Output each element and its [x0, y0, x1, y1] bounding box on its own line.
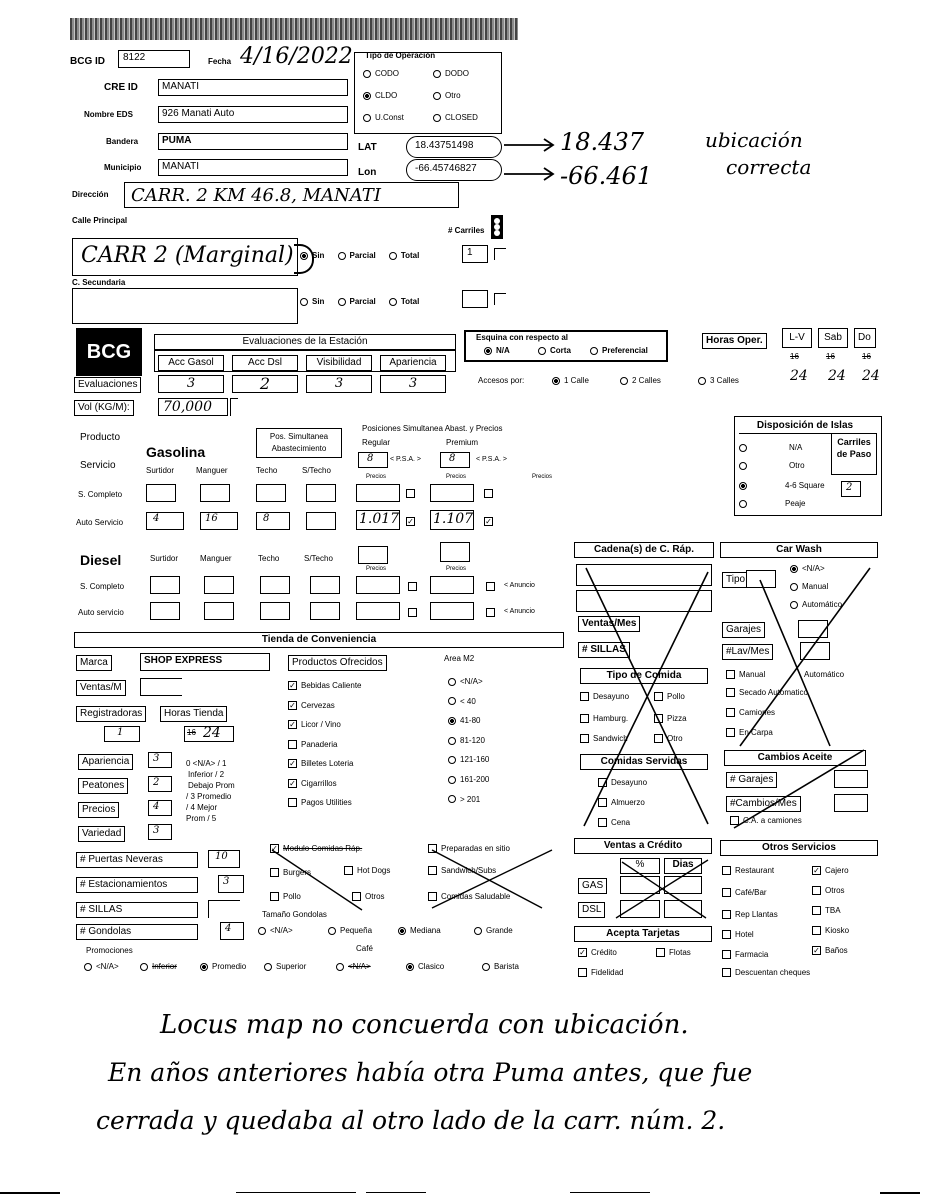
radio-otro[interactable]: Otro: [433, 91, 461, 100]
chk-hamburg[interactable]: Hamburg.: [580, 714, 628, 723]
vol-spin[interactable]: [230, 398, 238, 416]
apariencia-label: Apariencia: [78, 754, 133, 770]
gas-as-premium-check[interactable]: ✓: [485, 516, 492, 526]
chk-restaurant[interactable]: Restaurant: [722, 866, 774, 875]
dsl-as-precio-2[interactable]: [430, 602, 474, 620]
radio-area-81-120[interactable]: 81-120: [448, 731, 489, 751]
gas-sc-surtidor[interactable]: [146, 484, 176, 502]
chk-preparadas[interactable]: Preparadas en sitio: [428, 844, 510, 853]
ventas-label: Ventas/M: [76, 680, 126, 696]
col-s-techo: S/Techo: [302, 466, 331, 475]
calle-secundaria-field[interactable]: [72, 288, 298, 324]
scan-line-1: [0, 1192, 60, 1194]
gas-sc-regular-precio[interactable]: [356, 484, 400, 502]
chk-cw-secado[interactable]: Secado Automatico: [726, 688, 808, 697]
radio-cldo[interactable]: CLDO: [363, 91, 397, 100]
tienda-title: Tienda de Conveniencia: [74, 632, 564, 648]
note-line-2: En años anteriores había otra Puma antes, que fue: [108, 1058, 753, 1087]
chk-cafe-bar[interactable]: Café/Bar: [722, 888, 767, 897]
chk-credito[interactable]: ✓ Crédito: [579, 948, 617, 958]
chk-serv-desayuno[interactable]: Desayuno: [598, 778, 647, 787]
lon-label: Lon: [358, 167, 377, 178]
regular-pos[interactable]: 8: [358, 452, 388, 468]
dsl-as-stecho[interactable]: [310, 602, 340, 620]
scan-noise-top: [70, 18, 518, 40]
gasolina-title: Gasolina: [146, 444, 206, 460]
esquina-group: [464, 330, 668, 362]
lat-handwritten: 18.437: [560, 128, 644, 156]
chk-sandwich-subs[interactable]: Sandwich/Subs: [428, 866, 496, 875]
promociones-label: Promociones: [86, 946, 133, 955]
eval-acc-gasol[interactable]: 3: [158, 375, 224, 393]
cre-id-field[interactable]: MANATI: [158, 79, 348, 96]
radio-promo-inferior[interactable]: Inferior: [140, 962, 177, 971]
gas-as-premium-precio[interactable]: 1.107: [430, 510, 474, 530]
premium-pos[interactable]: 8: [440, 452, 470, 468]
calle-principal-field[interactable]: CARR 2 (Marginal): [72, 238, 298, 276]
chk-sandwich[interactable]: Sandwich: [580, 734, 628, 743]
horas-tienda-label: Horas Tienda: [160, 706, 227, 722]
horas-do-struck: 16: [862, 352, 871, 361]
radio-tamano-grande[interactable]: Grande: [474, 926, 513, 935]
radio-total-2[interactable]: Total: [389, 297, 420, 306]
radio-area-40[interactable]: < 40: [448, 692, 489, 712]
col-do: Do: [854, 328, 876, 348]
precios-extra-label: Precios: [532, 474, 553, 480]
gas-sc-manguer[interactable]: [200, 484, 230, 502]
diesel-precios-1: Precios: [366, 566, 387, 572]
gas-sc-regular-check[interactable]: [406, 487, 419, 499]
radio-promo-promedio[interactable]: Promedio: [200, 962, 246, 971]
municipio-label: Municipio: [104, 163, 142, 172]
estacionamientos-field[interactable]: 3: [218, 875, 244, 893]
tarjetas-title: Acepta Tarjetas: [574, 926, 712, 942]
dsl-sc-stecho[interactable]: [310, 576, 340, 594]
carriles-paso-field[interactable]: 2: [841, 481, 861, 497]
vol-field[interactable]: 70,000: [158, 398, 228, 416]
vol-label: Vol (KG/M):: [74, 400, 134, 416]
cambios-mes: #Cambios/Mes: [726, 796, 801, 812]
disposicion-title: Disposición de Islas: [739, 419, 871, 434]
puertas-field[interactable]: 10: [208, 850, 240, 868]
col-acc-dsl: Acc Dsl: [232, 355, 298, 371]
chk-bebidas[interactable]: ✓ Bebidas Caliente: [289, 681, 362, 691]
radio-esquina-corta[interactable]: Corta: [538, 346, 571, 355]
col-techo: Techo: [256, 466, 278, 475]
registradoras-label: Registradoras: [76, 706, 146, 722]
chk-serv-cena[interactable]: Cena: [598, 818, 630, 827]
horas-sab: 24: [828, 368, 846, 384]
chk-ca-camiones[interactable]: C.A. a camiones: [730, 816, 802, 825]
dsl-sc-check-1[interactable]: [408, 580, 421, 592]
cadena-comidas-servidas: Comidas Servidas: [580, 754, 708, 770]
radio-3-calles[interactable]: 3 Calles: [698, 376, 739, 385]
radio-isla-square[interactable]: [739, 481, 751, 490]
gas-as-regular-check[interactable]: ✓: [407, 516, 414, 526]
radio-codo[interactable]: CODO: [363, 69, 399, 78]
scan-line-4: [570, 1192, 650, 1193]
radio-tamano-pequena[interactable]: Pequeña: [328, 926, 372, 935]
peatones-field[interactable]: 2: [148, 776, 172, 792]
horas-sab-struck: 16: [826, 352, 835, 361]
lon-handwritten: -66.461: [560, 162, 653, 190]
pos-sim-precios-label: Posiciones Simultanea Abast. y Precios: [362, 424, 503, 433]
cadena-tipo-comida: Tipo de Comida: [580, 668, 708, 684]
precios-label: Precios: [78, 802, 119, 818]
carriles-field[interactable]: 1: [462, 245, 488, 263]
puertas-label: # Puertas Neveras: [76, 852, 198, 868]
lat-label: LAT: [358, 142, 377, 153]
dsl-sc-surtidor[interactable]: [150, 576, 180, 594]
chk-serv-almuerzo[interactable]: Almuerzo: [598, 798, 645, 807]
dsl-sc-techo[interactable]: [260, 576, 290, 594]
col-acc-gasol: Acc Gasol: [158, 355, 224, 371]
variedad-label: Variedad: [78, 826, 125, 842]
chk-banos[interactable]: ✓ Baños: [813, 946, 848, 956]
eval-acc-dsl[interactable]: 2: [232, 375, 298, 393]
car-wash-garajes: Garajes: [722, 622, 765, 638]
scan-line-2: [236, 1192, 356, 1193]
tamano-label: Tamaño Gondolas: [262, 910, 327, 919]
radio-cafe-na[interactable]: <N/A>: [336, 962, 371, 971]
cambios-garajes: # Garajes: [726, 772, 777, 788]
otros-title: Otros Servicios: [720, 840, 878, 856]
gas-sc-premium-check[interactable]: [484, 487, 497, 499]
horas-oper-label: Horas Oper.: [702, 333, 767, 349]
chk-cigarrillos[interactable]: ✓ Cigarrillos: [289, 778, 337, 788]
evaluaciones-row-label: Evaluaciones: [74, 377, 141, 393]
radio-area-41-80[interactable]: 41-80: [448, 711, 489, 731]
chk-desayuno[interactable]: Desayuno: [580, 692, 629, 701]
gas-as-manguer[interactable]: 16: [200, 512, 238, 530]
gas-as-techo[interactable]: 8: [256, 512, 290, 530]
radio-isla-peaje[interactable]: [739, 499, 751, 508]
cambios-cross-out: [724, 744, 874, 834]
chk-farmacia[interactable]: Farmacia: [722, 950, 768, 959]
marca-field[interactable]: SHOP EXPRESS: [140, 653, 270, 671]
area-title: Area M2: [444, 654, 475, 663]
lon-field[interactable]: -66.45746827: [406, 159, 502, 181]
gas-sc-stecho[interactable]: [306, 484, 336, 502]
radio-promo-superior[interactable]: Superior: [264, 962, 306, 971]
chk-cw-camiones[interactable]: Camiones: [726, 708, 775, 717]
chk-hotel[interactable]: Hotel: [722, 930, 754, 939]
chk-cajero[interactable]: ✓ Cajero: [813, 866, 849, 876]
credito-pct: %: [620, 858, 660, 874]
productos-title: Productos Ofrecidos: [288, 655, 387, 671]
chk-saludable[interactable]: Comidas Saludable: [428, 892, 510, 901]
isla-peaje-label: Peaje: [785, 499, 806, 508]
car-wash-tipo-label: Tipo: [722, 572, 749, 588]
car-wash-lav-mes: #Lav/Mes: [722, 644, 773, 660]
col-surtidor: Surtidor: [146, 466, 175, 475]
note-line-3: cerrada y quedaba al otro lado de la carr. núm. 2.: [96, 1106, 726, 1135]
radio-isla-otro[interactable]: [739, 461, 751, 470]
variedad-field[interactable]: 3: [148, 824, 172, 840]
radio-sin-2[interactable]: Sin: [300, 297, 324, 306]
productos-list: [288, 676, 361, 813]
psa-premium: < P.S.A. >: [476, 456, 508, 463]
radio-area-201[interactable]: > 201: [448, 790, 489, 810]
diesel-col-manguer: Manguer: [200, 554, 232, 563]
psa-regular: < P.S.A. >: [390, 456, 422, 463]
col-manguer: Manguer: [196, 466, 228, 475]
chk-cheques[interactable]: Descuentan cheques: [722, 968, 810, 977]
calle-secundaria-options: [300, 295, 419, 307]
dsl-as-precio-1[interactable]: [356, 602, 400, 620]
horas-lv-struck: 16: [790, 352, 799, 361]
row-s-completo: S. Completo: [78, 490, 123, 499]
credito-gas-label: GAS: [578, 878, 607, 894]
scan-line-3: [366, 1192, 426, 1193]
chk-flotas[interactable]: Flotas: [656, 948, 691, 957]
gas-as-stecho[interactable]: [306, 512, 336, 530]
radio-esquina-na[interactable]: N/A: [484, 346, 510, 355]
diesel-pos-2[interactable]: [440, 542, 470, 562]
chk-pollo-2[interactable]: Pollo: [270, 892, 301, 901]
diesel-precios-2: Precios: [446, 566, 467, 572]
radio-tamano-mediana[interactable]: Mediana: [398, 926, 441, 935]
calle-principal-options: [300, 249, 419, 261]
radio-parcial[interactable]: Parcial: [338, 251, 376, 260]
direccion-label: Dirección: [72, 190, 109, 199]
credito-title: Ventas a Crédito: [574, 838, 712, 854]
gondolas-field[interactable]: 4: [220, 922, 244, 940]
peatones-label: Peatones: [78, 778, 128, 794]
precios-regular-label: Precios: [366, 474, 387, 480]
chk-pollo[interactable]: Pollo: [654, 692, 685, 701]
radio-parcial-2[interactable]: Parcial: [338, 297, 376, 306]
radio-cafe-clasico[interactable]: Clasico: [406, 962, 444, 971]
fecha-value: 4/16/2022: [240, 44, 353, 69]
regular-label: Regular: [362, 438, 391, 447]
radio-uconst[interactable]: U.Const: [363, 113, 404, 122]
calle-secundaria-label: C. Secundaria: [72, 278, 126, 287]
carriles-spin-2[interactable]: [494, 293, 506, 305]
radio-cw-na[interactable]: <N/A>: [790, 564, 825, 573]
lat-field[interactable]: 18.43751498: [406, 136, 502, 158]
estacionamientos-label: # Estacionamientos: [76, 877, 198, 893]
credito-dias: Dias: [664, 858, 702, 874]
producto-label: Producto: [80, 432, 121, 443]
chk-licor[interactable]: ✓ Licor / Vino: [289, 720, 341, 730]
gas-sc-premium-precio[interactable]: [430, 484, 474, 502]
col-visibilidad: Visibilidad: [306, 355, 372, 371]
carriles-paso-label: Carriles de Paso: [831, 433, 877, 475]
dsl-sc-precio-1[interactable]: [356, 576, 400, 594]
comidas-cross-out: [262, 844, 562, 914]
isla-na-label: N/A: [789, 443, 803, 452]
chk-rep-llantas[interactable]: Rep Llantas: [722, 910, 778, 919]
bandera-label: Bandera: [106, 137, 139, 146]
accesos-label: Accesos por:: [478, 376, 525, 385]
gas-as-surtidor[interactable]: 4: [146, 512, 184, 530]
chk-cw-carpa[interactable]: En Carpa: [726, 728, 773, 737]
col-apariencia: Apariencia: [380, 355, 446, 371]
car-wash-cross-out: [720, 560, 880, 750]
esquina-title: Esquina con respecto al: [476, 333, 569, 342]
anuncio-2: < Anuncio: [504, 608, 535, 615]
gas-as-regular-precio[interactable]: 1.017: [356, 510, 400, 530]
precios-field[interactable]: 4: [148, 800, 172, 816]
nombre-eds-field[interactable]: 926 Manati Auto: [158, 106, 348, 123]
credito-dsl-label: DSL: [578, 902, 605, 918]
precios-premium-label: Precios: [446, 474, 467, 480]
isla-square-label: 4-6 Square: [785, 481, 825, 490]
marca-label: Marca: [76, 655, 112, 671]
chk-tba[interactable]: TBA: [812, 906, 841, 915]
chk-cw-manual[interactable]: Manual: [726, 670, 765, 679]
credito-cross-out: [612, 856, 712, 922]
radio-sin[interactable]: Sin: [300, 251, 324, 260]
chk-otros[interactable]: Otros: [812, 886, 845, 895]
radio-promo-na[interactable]: <N/A>: [84, 962, 119, 971]
isla-otro-label: Otro: [789, 461, 805, 470]
radio-closed[interactable]: CLOSED: [433, 113, 478, 122]
carriles-field-2[interactable]: [462, 290, 488, 308]
chk-fidelidad[interactable]: Fidelidad: [578, 968, 623, 977]
radio-area-121-160[interactable]: 121-160: [448, 750, 489, 770]
scan-line-5: [880, 1192, 920, 1194]
row-auto-servicio: Auto Servicio: [76, 518, 124, 527]
radio-dodo[interactable]: DODO: [433, 69, 469, 78]
cre-id-label: CRE ID: [104, 82, 138, 93]
servicio-label: Servicio: [80, 460, 116, 471]
cafe-label: Café: [356, 944, 373, 953]
chk-pagos[interactable]: Pagos Utilities: [288, 793, 361, 813]
radio-area-na[interactable]: <N/A>: [448, 672, 489, 692]
eval-apariencia[interactable]: 3: [380, 375, 446, 393]
dsl-as-manguer[interactable]: [204, 602, 234, 620]
radio-cafe-barista[interactable]: Barista: [482, 962, 519, 971]
note-line-1: Locus map no concuerda con ubicación.: [160, 1010, 689, 1040]
chk-cervezas[interactable]: ✓ Cervezas: [289, 700, 335, 710]
bcg-id-field[interactable]: 8122: [118, 50, 190, 68]
bcg-logo: BCG: [76, 328, 142, 376]
registradoras-field[interactable]: 1: [104, 726, 140, 742]
apariencia-field[interactable]: 3: [148, 752, 172, 768]
carriles-spin[interactable]: [494, 248, 506, 260]
radio-total[interactable]: Total: [389, 251, 420, 260]
chk-pizza[interactable]: Pizza: [654, 714, 687, 723]
ubicacion-note-2: correcta: [726, 155, 812, 179]
chk-otros-comidas[interactable]: Otros: [352, 892, 385, 901]
dsl-as-techo[interactable]: [260, 602, 290, 620]
dsl-as-check-1[interactable]: [408, 606, 421, 618]
chk-burgers[interactable]: Burgers: [270, 868, 311, 877]
diesel-pos[interactable]: [358, 546, 388, 564]
gas-sc-techo[interactable]: [256, 484, 286, 502]
fecha-label: Fecha: [208, 57, 232, 66]
radio-cw-manual[interactable]: Manual: [790, 582, 828, 591]
sillas-label: # SILLAS: [76, 902, 198, 918]
radio-esquina-preferencial[interactable]: Preferencial: [590, 346, 648, 355]
calle-principal-label: Calle Principal: [72, 216, 128, 225]
car-wash-title: Car Wash: [720, 542, 878, 558]
cadena-cross-out: [576, 562, 716, 834]
chk-billetes[interactable]: ✓ Billetes Loteria: [289, 759, 354, 769]
ubicacion-note-1: ubicación: [705, 128, 803, 152]
municipio-field[interactable]: MANATI: [158, 159, 348, 176]
eval-visibilidad[interactable]: 3: [306, 375, 372, 393]
horas-tienda-field[interactable]: 16 24: [184, 726, 234, 742]
horas-do: 24: [862, 368, 880, 384]
col-sab: Sab: [818, 328, 848, 348]
diesel-col-stecho: S/Techo: [304, 554, 333, 563]
radio-2-calles[interactable]: 2 Calles: [620, 376, 661, 385]
diesel-col-techo: Techo: [258, 554, 280, 563]
anuncio-1: < Anuncio: [504, 582, 535, 589]
dsl-as-surtidor[interactable]: [150, 602, 180, 620]
diesel-title: Diesel: [80, 552, 122, 568]
radio-1-calle[interactable]: 1 Calle: [552, 376, 589, 385]
horas-lv: 24: [790, 368, 808, 384]
chk-otro[interactable]: Otro: [654, 734, 683, 743]
radio-isla-na[interactable]: [739, 443, 751, 452]
cadena-sillas: # SILLAS: [578, 642, 630, 658]
bcg-id-label: BCG ID: [70, 56, 105, 67]
chk-modulo-comidas[interactable]: ✓ Modulo Comidas Ráp.: [271, 844, 363, 854]
radio-cw-auto[interactable]: Automático: [790, 600, 842, 609]
disposicion-group: [734, 416, 882, 516]
arrow-annotations: [500, 132, 560, 192]
tipo-operacion-group: [354, 52, 502, 134]
direccion-field[interactable]: CARR. 2 KM 46.8, MANATI: [124, 182, 459, 208]
pos-sim-label: Pos. Simultanea Abastecimiento: [256, 428, 342, 458]
chk-panaderia[interactable]: Panaderia: [288, 735, 361, 755]
radio-area-161-200[interactable]: 161-200: [448, 770, 489, 790]
bandera-field[interactable]: PUMA: [158, 133, 348, 150]
gondolas-label: # Gondolas: [76, 924, 198, 940]
premium-label: Premium: [446, 438, 479, 447]
cambios-aceite-title: Cambios Aceite: [724, 750, 866, 766]
nombre-eds-label: Nombre EDS: [84, 110, 133, 119]
dsl-sc-manguer[interactable]: [204, 576, 234, 594]
dsl-as-check-2[interactable]: [486, 606, 499, 618]
diesel-row-sc: S. Completo: [80, 582, 125, 591]
cw-automatico-label: Automático: [804, 670, 845, 679]
carriles-label: # Carriles: [448, 226, 485, 235]
cadena-ventas-mes: Ventas/Mes: [578, 616, 640, 632]
cadena-title: Cadena(s) de C. Ráp.: [574, 542, 714, 558]
area-list: [448, 672, 489, 809]
traffic-light-icon: [486, 214, 508, 240]
sillas-field[interactable]: [208, 900, 240, 918]
dsl-sc-check-2[interactable]: [486, 580, 499, 592]
diesel-row-as: Auto servicio: [78, 608, 124, 617]
dsl-sc-precio-2[interactable]: [430, 576, 474, 594]
col-lv: L-V: [782, 328, 812, 348]
radio-tamano-na[interactable]: <N/A>: [258, 926, 293, 935]
diesel-col-surtidor: Surtidor: [150, 554, 179, 563]
scale-legend: 0 <N/A> / 1 Inferior / 2 Debajo Prom / 3 Promedio / 4 Mejor Prom / 5: [186, 759, 235, 823]
ventas-field[interactable]: [140, 678, 182, 696]
evaluaciones-title: Evaluaciones de la Estación: [154, 334, 456, 350]
chk-hot-dogs[interactable]: Hot Dogs: [344, 866, 390, 875]
chk-kiosko[interactable]: Kiosko: [812, 926, 849, 935]
tipo-operacion-title: Tipo de Operación: [365, 51, 436, 60]
